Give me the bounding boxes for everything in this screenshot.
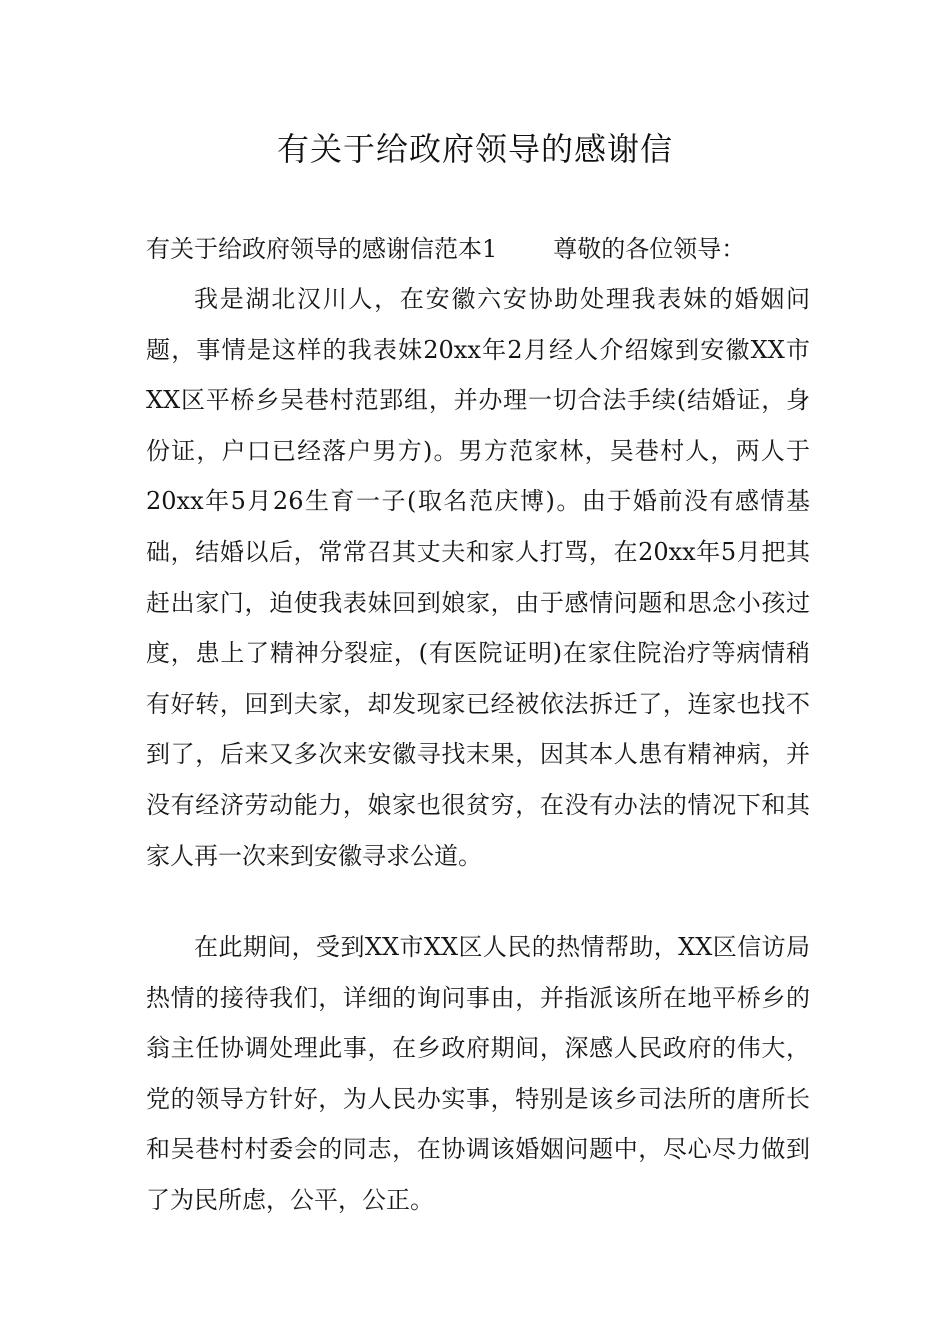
intro-line — [146, 224, 810, 275]
paragraph-2: 在此期间，受到XX市XX区人民的热情帮助，XX区信访局热情的接待我们，详细的询问事由，并指派该所在地平桥乡的翁主任协调处理此事，在乡政府期间，深感人民政府的伟大，党的领导方针好，为人民办实事，特别是该乡司法所的唐所长和吴巷村村委会的同志，在协调该婚姻问题中，尽心尽力做到了为民所虑，公平，公正。 — [146, 933, 810, 1214]
sample-label: 有关于给政府领导的感谢信范本1 — [146, 235, 498, 263]
page-title: 有关于给政府领导的感谢信 — [276, 130, 673, 168]
paragraph-1: 我是湖北汉川人，在安徽六安协助处理我表妹的婚姻问题，事情是这样的我表妹20xx年2月经人介绍嫁到安徽XX市XX区平桥乡吴巷村范郢组，并办理一切合法手续(结婚证，身份证，户口已经落户男方)。男方范家林，吴巷村人，两人于20xx年5月26生育一子(取名范庆博)。由于婚前没有感情基础，结婚以后，常常召其丈夫和家人打骂，在20xx年5月把其赶出家门，迫使我表妹回到娘家，由于感情问题和思念小孩过度，患上了精神分裂症，(有医院证明)在家住院治疗等病情稍有好转，回到夫家，却发现家已经被依法拆迁了，连家也找不到了，后来又多次来安徽寻找末果，因其本人患有精神病，并没有经济劳动能力，娘家也很贫穷，在没有办法的情况下和其家人再一次来到安徽寻求公道。 — [146, 285, 810, 870]
salutation: 尊敬的各位领导： — [553, 235, 746, 263]
